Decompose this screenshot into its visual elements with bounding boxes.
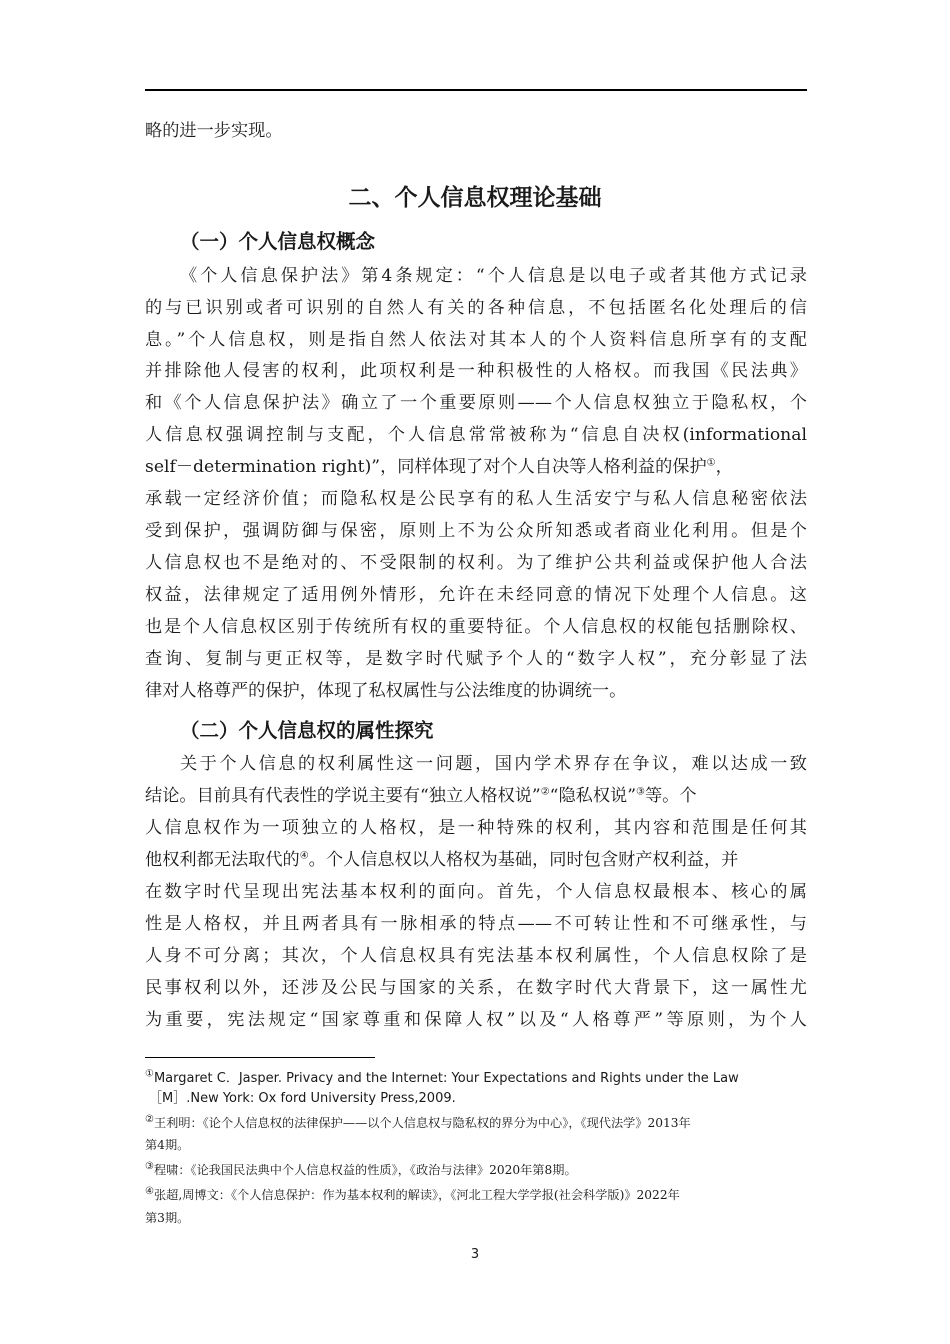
body-line: 民事权利以外，还涉及公民与国家的关系，在数字时代大背景下，这一属性尤 xyxy=(145,978,807,998)
body-text: 他权利都无法取代的 xyxy=(145,850,300,870)
footnote-1 xyxy=(145,1068,807,1087)
footnote-reference: ② xyxy=(540,786,550,798)
body-line: 人信息权作为一项独立的人格权，是一种特殊的权利，其内容和范围是任何其 xyxy=(145,818,807,838)
footnote-text: 程啸：《论我国民法典中个人信息权益的性质》，《政治与法律》2020年第8期。 xyxy=(153,1163,577,1177)
body-line: 律对人格尊严的保护，体现了私权属性与公法维度的协调统一。 xyxy=(145,681,627,701)
body-line: 权益，法律规定了适用例外情形，允许在未经同意的情况下处理个人信息。这 xyxy=(145,585,807,605)
footnote-reference: ③ xyxy=(636,786,645,798)
footnote-marker: ④ xyxy=(145,1185,154,1197)
body-line xyxy=(145,786,807,806)
body-line: 的与已识别或者可识别的自然人有关的各种信息，不包括匿名化处理后的信 xyxy=(145,298,807,318)
footnote-reference: ④ xyxy=(299,850,309,862)
footnote-reference: ① xyxy=(706,457,716,469)
body-line: 受到保护，强调防御与保密，原则上不为公众所知悉或者商业化利用。但是个 xyxy=(145,521,807,541)
footnote-text: 张超,周博文：《个人信息保护：作为基本权利的解读》，《河北工程大学学报(社会科学版)》2022年 xyxy=(153,1188,680,1202)
footnote-4-continued: 第3期。 xyxy=(145,1211,190,1225)
body-text: 结论。目前具有代表性的学说主要有“独立人格权说” xyxy=(145,786,541,806)
body-line: 为重要，宪法规定“国家尊重和保障人权”以及“人格尊严”等原则，为个人 xyxy=(145,1010,807,1030)
body-line: 也是个人信息权区别于传统所有权的重要特征。个人信息权的权能包括删除权、 xyxy=(145,617,807,637)
footnote-text: Margaret C．Jasper. Privacy and the Internet: Your Expectations and Rights under the Law xyxy=(153,1071,739,1086)
body-text: 等。个 xyxy=(644,786,697,806)
body-line: 人信息权也不是绝对的、不受限制的权利。为了维护公共利益或保护他人合法 xyxy=(145,553,807,573)
footnote-3 xyxy=(145,1162,807,1178)
body-line: 性是人格权，并且两者具有一脉相承的特点——不可转让性和不可继承性，与 xyxy=(145,914,807,934)
footnote-marker: ② xyxy=(145,1113,154,1125)
body-line: 息。”个人信息权，则是指自然人依法对其本人的个人资料信息所享有的支配 xyxy=(145,330,807,350)
page-number: 3 xyxy=(470,1247,480,1262)
body-line: 查询、复制与更正权等，是数字时代赋予个人的“数字人权”，充分彰显了法 xyxy=(145,649,807,669)
body-line: self－determination right)”，同样体现了对个人自决等人格利益的保护①， xyxy=(145,457,733,477)
body-text: 。个人信息权以人格权为基础，同时包含财产权利益，并 xyxy=(308,850,739,870)
body-line: 人信息权强调控制与支配，个人信息常常被称为“信息自决权(informational xyxy=(145,425,807,445)
subsection-heading: （二）个人信息权的属性探究 xyxy=(180,719,434,742)
section-title: 二、个人信息权理论基础 xyxy=(348,185,602,211)
subsection-heading: （一）个人信息权概念 xyxy=(180,230,376,253)
footnote-2 xyxy=(145,1115,807,1131)
body-line: 和《个人信息保护法》确立了一个重要原则——个人信息权独立于隐私权，个 xyxy=(145,393,807,413)
footnote-text: 王利明：《论个人信息权的法律保护——以个人信息权与隐私权的界分为中心》，《现代法学》2013年 xyxy=(153,1116,691,1130)
footnote-marker: ① xyxy=(145,1068,154,1080)
footnote-4 xyxy=(145,1187,807,1203)
body-line: 《个人信息保护法》第4条规定：“个人信息是以电子或者其他方式记录 xyxy=(180,266,807,286)
body-line: 人身不可分离；其次，个人信息权具有宪法基本权利属性，个人信息权除了是 xyxy=(145,946,807,966)
body-text: “隐私权说” xyxy=(549,786,636,806)
body-line: 承载一定经济价值；而隐私权是公民享有的私人生活安宁与私人信息秘密依法 xyxy=(145,489,807,509)
header-rule xyxy=(145,89,807,91)
body-line: 关于个人信息的权利属性这一问题，国内学术界存在争议，难以达成一致 xyxy=(180,754,807,774)
body-line: 并排除他人侵害的权利，此项权利是一种积极性的人格权。而我国《民法典》 xyxy=(145,361,807,381)
footnote-separator xyxy=(145,1057,375,1058)
body-line xyxy=(145,850,807,870)
footnote-2-continued: 第4期。 xyxy=(145,1138,190,1152)
footnote-marker: ③ xyxy=(145,1160,154,1172)
footnote-1-continued: ［M］.New York: Ox ford University Press,2009. xyxy=(149,1091,456,1106)
body-text: self－determination right)”，同样体现了对个人自决等人格利益的保护 xyxy=(145,457,707,477)
body-line: 略的进一步实现。 xyxy=(145,121,283,141)
body-line: 在数字时代呈现出宪法基本权利的面向。首先，个人信息权最根本、核心的属 xyxy=(145,882,807,902)
